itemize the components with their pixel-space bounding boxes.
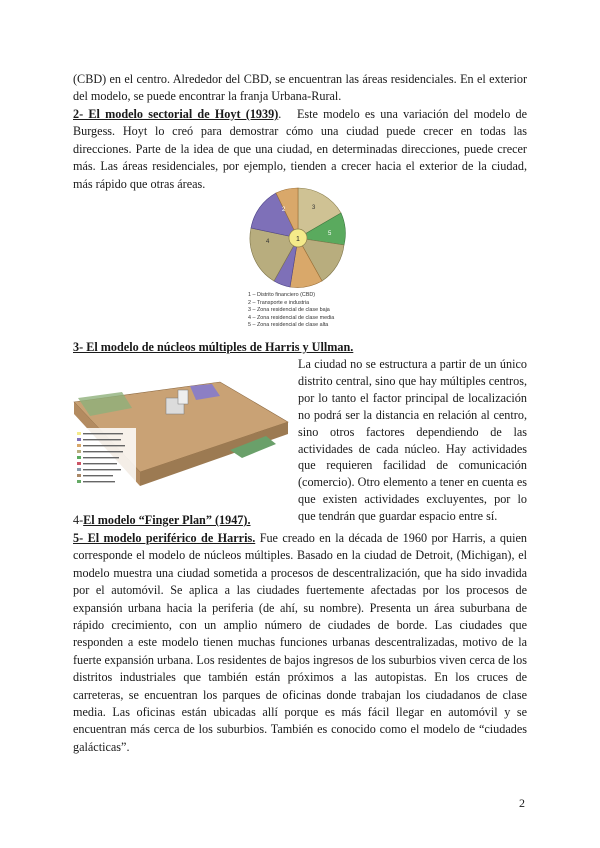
legend-item: 5 – Zona residencial de clase alta — [248, 322, 329, 329]
label-high-class: 5 — [328, 231, 332, 237]
finger-plan-number: 4- — [73, 513, 84, 527]
finger-plan-heading: El modelo “Finger Plan” (1947). — [83, 513, 251, 527]
harris-body: Fue creado en la década de 1960 por Harris, a quien corresponde el modelo de núcleos múltiples. Basado en la ciudad de Detroit, (Michigan), el modelo muestra una ciudad sometida a procesos de descentralización, que ha sido invadida por el automóvil. Se aplica a las ciudades fuertemente afectadas por los procesos de expansión urbana hacia la periferia (de ahí, su nombre). Presenta un área suburbana de rápido crecimiento, con un amplio número de ciudades de borde. Las ciudades que responden a este modelo tienen muchas funciones urbanas descentralizadas, motivo de la fuerte expansión urbana. Los residentes de bajos ingresos de los suburbios viven cerca de los distritos industriales que también están próximos a las autopistas. En los cruces de carreteras, se encuentran los parques de oficinas donde trabajan los ciudadanos de clase media. Las oficinas están ubicadas allí porque es más fácil llegar en automóvil y se encuentran más cerca de los suburbios. También es conocido como el modelo de “ciudades galácticas”. — [73, 531, 527, 754]
label-middle-class: 4 — [266, 239, 270, 245]
hoyt-paragraph — [73, 106, 527, 193]
multiple-nuclei-heading: 3- El modelo de núcleos múltiples de Harris y Ullman. — [73, 340, 354, 354]
legend-item: 3 – Zona residencial de clase baja — [248, 307, 330, 314]
harris-heading: 5- El modelo periférico de Harris. — [73, 531, 256, 545]
intro-paragraph: (CBD) en el centro. Alrededor del CBD, se encuentran las áreas residenciales. En el exterior del modelo, se puede encontrar la franja Urbana-Rural. — [73, 72, 527, 104]
hoyt-legend — [248, 292, 334, 330]
label-industry: 2 — [282, 207, 286, 213]
legend-item: 2 – Transporte e industria — [248, 299, 310, 306]
page-number: 2 — [519, 796, 525, 810]
hoyt-body: Este modelo es una variación del modelo de Burgess. Hoyt lo creó para demostrar cómo una ciudad puede crecer en todas las direcciones. Parte de la idea de que una ciudad, en determinadas direcciones, puede crecer más. Las áreas residenciales, por ejemplo, tienden a crecer hacia el exterior de la ciudad, más rápido que otras áreas. — [73, 107, 527, 191]
multiple-nuclei-illustration — [70, 362, 292, 496]
label-low-class: 3 — [312, 205, 316, 211]
multiple-nuclei-heading-line — [73, 339, 533, 356]
hoyt-heading-suffix: . — [278, 107, 282, 121]
multiple-nuclei-body: La ciudad no se estructura a partir de un único distrito central, sino que hay múltiples centros, por lo tanto el factor principal de localización no podrá ser la distancia en relación al centro, sino otros factores dependiendo de las actividades de cada núcleo. Hay actividades que requieren facilidad de comunicación (comercio). Otro elemento a tener en cuenta es que existen actividades excluyentes, por lo que tendrán que guardar espacio entre sí. — [298, 357, 527, 524]
cbd-buildings — [178, 390, 188, 404]
hoyt-heading: 2- El modelo sectorial de Hoyt (1939) — [73, 107, 279, 121]
legend-item: 1 – Distrito financiero (CBD) — [248, 292, 316, 298]
harris-paragraph — [73, 530, 527, 756]
label-cbd: 1 — [296, 236, 300, 243]
finger-plan-line — [73, 512, 251, 529]
legend-item: 4 – Zona residencial de clase media — [248, 314, 335, 321]
